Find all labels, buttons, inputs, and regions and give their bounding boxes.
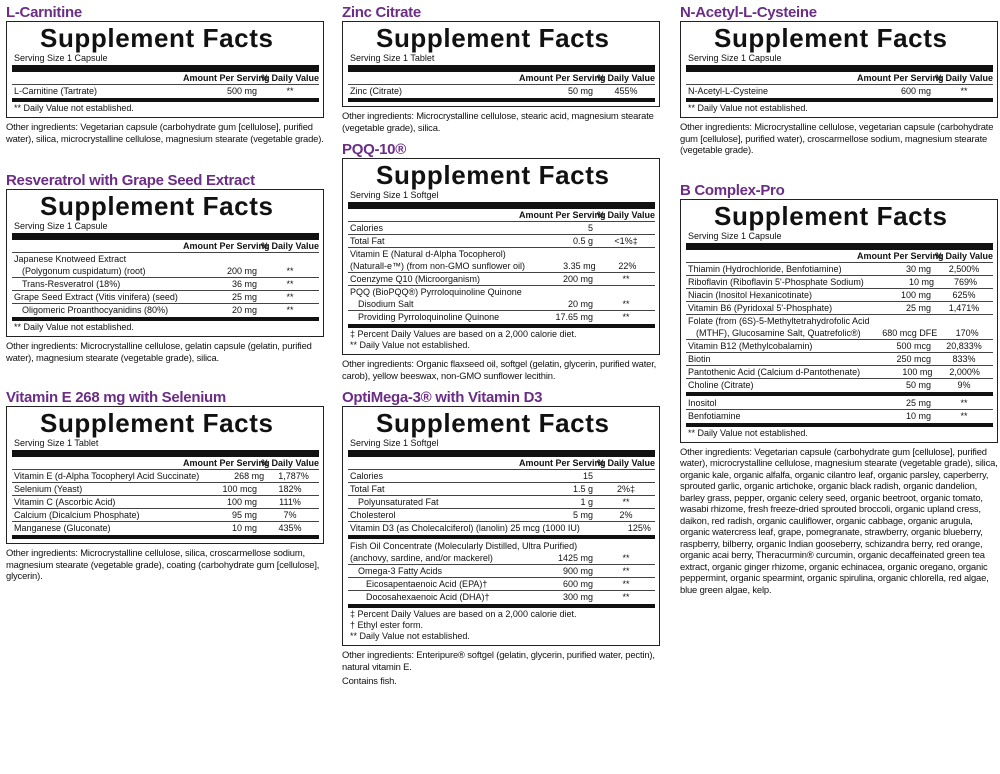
footnote: ** Daily Value not established. [688,427,808,438]
nutrient-name: Manganese (Gluconate) [14,523,111,533]
divider [686,423,993,427]
facts-header: Supplement Facts [714,200,948,231]
nutrient-name: Total Fat [350,236,385,246]
divider [12,450,319,457]
nutrient-name: Oligomeric Proanthocyanidins (80%) [22,305,169,315]
divider [348,535,655,539]
name-header [348,458,519,469]
footnote: ‡ Percent Daily Values are based on a 2,000 calorie diet. [350,329,577,339]
daily-value: 111% [279,497,301,507]
nutrient-name: Cholesterol [350,510,396,520]
amount-per-serving: 15 [582,471,593,481]
daily-value: 182% [278,484,302,494]
table-row [12,303,319,316]
table-row [348,84,655,97]
serving-size: Serving Size 1 Capsule [14,221,108,231]
facts-panel [680,199,998,443]
table-row [686,378,993,391]
table-row [12,277,319,290]
other-ingredients: Other ingredients: Microcrystalline cellulose, gelatin capsule (gelatin, purified water), magnesium stearate (vegetable grade), silica. [6,340,312,363]
product-title: Vitamin E 268 mg with Selenium [6,389,226,406]
amount-per-serving: 100 mg [900,289,931,300]
amount-per-serving: 268 mg [234,471,265,481]
table-row [686,288,993,301]
daily-value: 2% [619,510,633,520]
nutrient-name: (Naturall-e™) (from non-GMO sunflower oil) [350,261,526,271]
facts-panel [342,406,660,646]
amount-per-serving: 5 [587,223,593,233]
other-ingredients: Other ingredients: Microcrystalline cellulose, silica, croscarmellose sodium, magnesium stearate (vegetable grade), coating (carbohydrate gum [cellulose], glycerin). [6,547,320,581]
column-headers [686,251,993,262]
product-title: Zinc Citrate [342,4,421,21]
other-ingredients: Other ingredients: Organic flaxseed oil, softgel (gelatin, glycerin, purified water, carob), yellow beeswax, non-GMO sunflower lecithin. [342,358,657,381]
amount-header: Amount Per Serving [857,73,944,83]
daily-value: ** [286,279,294,289]
table-row [12,521,319,534]
facts-header: Supplement Facts [40,23,274,53]
contains-note: Contains fish. [342,675,397,686]
daily-value: ** [622,553,630,563]
table-row [686,262,993,275]
column-headers [12,73,319,84]
nutrient-name: (anchovy, sardine, and/or mackerel) [350,553,493,563]
nutrient-name: Riboflavin (Riboflavin 5'-Phosphate Sodium) [688,276,864,287]
daily-value: 833% [952,353,976,364]
amount-header: Amount Per Serving [519,458,606,468]
daily-value: ** [622,312,630,322]
column-3 [680,0,998,595]
daily-value: 7% [283,510,297,520]
product-optimega-3 [342,385,660,687]
amount-header: Amount Per Serving [857,250,944,261]
daily-value: 769% [953,276,978,287]
daily-value: ** [960,397,968,408]
amount-per-serving: 25 mg [905,397,931,408]
table-row [348,310,655,323]
amount-per-serving: 250 mcg [896,353,931,364]
nutrient-name: N-Acetyl-L-Cysteine [688,86,769,96]
table-row [12,290,319,303]
product-n-acetyl-l-cysteine [680,0,998,156]
table-row [348,247,655,260]
amount-per-serving: 200 mg [562,274,593,284]
nutrient-name: L-Carnitine (Tartrate) [14,86,98,96]
facts-panel [6,406,324,544]
name-header [12,241,183,252]
column-1 [6,0,324,582]
nutrient-name: Vitamin E (d-Alpha Tocopheryl Acid Succinate) [14,471,200,481]
amount-per-serving: 36 mg [231,279,257,289]
product-title: N-Acetyl-L-Cysteine [680,4,817,21]
table-row [686,314,993,327]
product-title: L-Carnitine [6,4,82,21]
serving-size: Serving Size 1 Tablet [350,53,435,63]
product-resveratrol [6,168,324,363]
table-row [686,365,993,378]
dv-header: % Daily Value [935,73,994,83]
facts-header: Supplement Facts [40,191,274,221]
table-row [348,285,655,298]
table-row [348,260,655,272]
amount-per-serving: 1 g [580,497,593,507]
nutrient-name: Trans-Resveratrol (18%) [22,279,121,289]
facts-panel [680,21,998,118]
name-header [686,251,857,262]
name-header [686,73,857,84]
amount-per-serving: 50 mg [905,379,931,390]
dv-header: % Daily Value [261,241,320,251]
amount-header: Amount Per Serving [519,73,606,83]
amount-per-serving: 17.65 mg [555,312,593,322]
nutrient-name: Grape Seed Extract (Vitis vinifera) (seed) [14,292,178,302]
name-header [348,73,519,84]
table-row [686,339,993,352]
nutrient-name: Vitamin B12 (Methylcobalamin) [688,340,813,351]
daily-value: ** [622,274,630,284]
amount-per-serving: 100 mg [902,366,933,377]
amount-per-serving [580,522,624,534]
daily-value: 1,471% [948,302,980,313]
amount-per-serving: 5 mg [572,510,593,520]
nutrient-name: Total Fat [350,484,385,494]
nutrient-name: Niacin (Inositol Hexanicotinate) [688,289,813,300]
product-pqq-10 [342,137,660,381]
table-row [12,482,319,495]
other-ingredients: Other ingredients: Microcrystalline cellulose, vegetarian capsule (carbohydrate gum [cellulose], purified water), croscarmellose sodium, magnesium stearate (vegetable grade). [680,121,994,155]
product-title: Resveratrol with Grape Seed Extract [6,172,255,189]
daily-value: ** [622,299,630,309]
serving-size: Serving Size 1 Softgel [350,438,439,448]
nutrient-name: Pantothenic Acid (Calcium d-Pantothenate) [688,366,861,377]
name-header [12,458,183,469]
amount-per-serving [519,248,597,260]
serving-size: Serving Size 1 Capsule [14,53,108,63]
nutrient-name: Zinc (Citrate) [350,86,403,96]
column-headers [686,73,993,84]
nutrient-name: Disodium Salt [358,299,414,309]
amount-per-serving: 900 mg [562,566,593,576]
column-headers [348,210,655,221]
serving-size: Serving Size 1 Capsule [688,230,782,241]
divider [348,604,655,608]
amount-per-serving: 100 mcg [222,484,257,494]
facts-header: Supplement Facts [376,160,610,190]
amount-per-serving: 300 mg [562,592,593,602]
table-row [348,577,655,590]
other-ingredients: Other ingredients: Vegetarian capsule (carbohydrate gum [cellulose], purified water), microcrystalline cellulose, magnesium stearate (vegetable grade), silica, organic kale, organic alfalfa, organic cilantro leaf, organic parsley, caperberry, sprouted garlic, organic artichoke, organic black radish, organic dandelion, barley grass, pepper, organic celery seed, organic beetroot, organic tomato, wasabi rhizome, fresh freeze-dried sprouted broccoli, organic upland cress, daikon, red radish, organic cauliflower, organic cabbage, organic arugula, organic watercress leaf, grape, pomegranate, strawberry, organic blueberry, raspberry, bilberry, organic Indian gooseberry, schizandra berry, red orange, organic acai berry, Theracurmin® curcumin, organic decaffeinated green tea extract, organic ginger rhizome, organic echinacea, organic oregano, organic peppermint, organic spearmint, organic spirulina, organic chlorella, red algae, blue green algae, kelp. [680,445,998,595]
nutrient-name: Japanese Knotweed Extract [14,254,127,264]
amount-per-serving [522,286,598,298]
nutrient-name: Vitamin B6 (Pyridoxal 5'-Phosphate) [688,302,833,313]
footnote: ** Daily Value not established. [14,322,134,332]
dv-header: % Daily Value [935,250,994,261]
table-row [686,84,993,97]
amount-per-serving: 500 mg [226,86,257,96]
nutrient-name: Docosahexaenoic Acid (DHA)† [366,592,490,602]
amount-per-serving: 600 mg [900,86,931,96]
divider [686,392,993,396]
divider [348,98,655,102]
divider [348,324,655,328]
table-row [348,590,655,603]
facts-panel [342,21,660,107]
nutrient-name: Vitamin D3 (as Cholecalciferol) (lanolin) 25 mcg (1000 IU) [350,523,580,533]
nutrient-name: Biotin [688,353,711,364]
dv-header: % Daily Value [261,73,320,83]
column-headers [348,458,655,469]
table-row [348,482,655,495]
amount-per-serving [577,540,622,552]
table-row [348,540,655,552]
amount-per-serving: 20 mg [231,305,257,315]
daily-value: ** [622,497,630,507]
column-headers [12,241,319,252]
column-2 [342,0,660,687]
daily-value: 125% [627,523,651,533]
table-row [348,272,655,285]
table-row [348,495,655,508]
nutrient-name: PQQ (BioPQQ®) Pyrroloquinoline Quinone [350,287,522,297]
daily-value [261,253,319,265]
daily-value: 20,833% [946,340,982,351]
footnote: ** Daily Value not established. [350,631,470,641]
amount-per-serving: 25 mg [231,292,257,302]
name-header [348,210,519,221]
nutrient-name: Coenzyme Q10 (Microorganism) [350,274,481,284]
daily-value [597,470,655,482]
daily-value: ** [622,566,630,576]
nutrient-name: (MTHF), Glucosamine Salt, Quatrefolic®) [696,327,861,338]
amount-per-serving: 200 mg [226,266,257,276]
amount-per-serving [870,315,941,327]
nutrient-name: Inositol [688,397,717,408]
facts-header: Supplement Facts [376,408,610,438]
product-l-carnitine [6,0,324,144]
product-title: B Complex-Pro [680,181,785,199]
other-ingredients: Other ingredients: Microcrystalline cellulose, stearic acid, magnesium stearate (vegetable grade), silica. [342,110,654,133]
facts-panel [6,189,324,337]
serving-size: Serving Size 1 Tablet [14,438,99,448]
nutrient-name: Providing Pyrroloquinoline Quinone [358,312,500,322]
product-b-complex-pro [680,178,998,596]
nutrient-name: Fish Oil Concentrate (Molecularly Distilled, Ultra Purified) [350,541,578,551]
amount-per-serving: 600 mg [562,579,593,589]
amount-per-serving: 1.5 g [572,484,593,494]
amount-per-serving [183,253,261,265]
divider [348,202,655,209]
serving-size: Serving Size 1 Softgel [350,190,439,200]
facts-panel [6,21,324,118]
daily-value: ** [286,86,294,96]
daily-value [597,248,655,260]
nutrient-name: Benfotiamine [688,410,741,421]
nutrient-name: Folate (from (6S)-5-Methyltetrahydrofolic Acid [688,315,870,326]
daily-value: 22% [618,261,637,271]
table-row [12,252,319,265]
daily-value: ** [286,305,294,315]
name-header [12,73,183,84]
other-ingredients: Other ingredients: Vegetarian capsule (carbohydrate gum [cellulose], purified water), silica, microcrystalline cellulose, magnesium stearate (vegetable grade). [6,121,324,144]
product-title: OptiMega-3® with Vitamin D3 [342,389,543,406]
divider [686,98,993,102]
amount-per-serving: 30 mg [905,263,931,274]
nutrient-name: Vitamin C (Ascorbic Acid) [14,497,116,507]
product-vitamin-e [6,385,324,582]
daily-value: 435% [278,523,302,533]
table-row [348,234,655,247]
facts-header: Supplement Facts [714,23,948,53]
daily-value [598,286,655,298]
table-row [348,552,655,564]
daily-value: ** [960,86,968,96]
daily-value: 455% [614,86,638,96]
daily-value: ** [286,266,294,276]
amount-per-serving: 95 mg [231,510,257,520]
amount-per-serving: 20 mg [567,299,593,309]
facts-header: Supplement Facts [40,408,274,438]
amount-per-serving: 10 mg [908,276,934,287]
divider [12,233,319,240]
daily-value [941,315,993,327]
facts-panel [342,158,660,355]
amount-per-serving: 50 mg [567,86,593,96]
amount-header: Amount Per Serving [183,73,270,83]
daily-value: ** [960,410,968,421]
footnote: ** Daily Value not established. [14,103,134,113]
product-title: PQQ-10® [342,141,406,158]
serving-size: Serving Size 1 Capsule [688,53,782,63]
nutrient-name: Choline (Citrate) [688,379,754,390]
daily-value [623,540,655,552]
amount-per-serving: 25 mg [905,302,931,313]
daily-value: ** [622,579,630,589]
amount-per-serving: 10 mg [231,523,257,533]
daily-value: ** [286,292,294,302]
nutrient-name: Calories [350,471,384,481]
nutrient-name: Eicosapentaenoic Acid (EPA)† [366,579,488,589]
footnote: ** Daily Value not established. [350,340,470,350]
amount-header: Amount Per Serving [519,210,606,220]
amount-per-serving: 1425 mg [557,553,593,563]
column-headers [12,458,319,469]
amount-per-serving: 0.5 g [572,236,593,246]
nutrient-name: Selenium (Yeast) [14,484,83,494]
nutrient-name: Vitamin E (Natural d-Alpha Tocopherol) [350,249,506,259]
divider [348,450,655,457]
table-row [686,397,993,409]
divider [12,317,319,321]
daily-value: 2,500% [948,263,980,274]
dv-header: % Daily Value [597,73,656,83]
daily-value: 9% [957,379,971,390]
table-row [686,352,993,365]
dv-header: % Daily Value [261,458,320,468]
daily-value [597,222,655,234]
daily-value: <1%‡ [614,236,638,246]
product-zinc-citrate [342,0,660,133]
nutrient-name: Calories [350,223,384,233]
dv-header: % Daily Value [597,210,656,220]
table-row [348,521,655,534]
table-row [348,298,655,310]
divider [686,65,993,72]
daily-value: 625% [952,289,976,300]
amount-header: Amount Per Serving [183,241,270,251]
dv-header: % Daily Value [597,458,656,468]
divider [686,243,993,250]
amount-per-serving: 10 mg [905,410,931,421]
daily-value: 2,000% [949,366,980,377]
nutrient-name: Thiamin (Hydrochloride, Benfotiamine) [688,263,842,274]
amount-per-serving: 3.35 mg [563,261,596,271]
daily-value: ** [622,592,630,602]
table-row [12,508,319,521]
divider [12,535,319,539]
nutrient-name: Omega-3 Fatty Acids [358,566,443,576]
amount-per-serving: 680 mcg DFE [882,327,938,338]
table-row [348,564,655,577]
other-ingredients: Other ingredients: Enteripure® softgel (gelatin, glycerin, purified water, pectin), natural vitamin E. [342,649,655,672]
footnote: ‡ Percent Daily Values are based on a 2,000 calorie diet. [350,609,577,619]
table-row [686,301,993,314]
table-row [12,469,319,482]
table-row [12,84,319,97]
daily-value: 2%‡ [616,484,635,494]
table-row [686,327,993,339]
facts-header: Supplement Facts [376,23,610,53]
nutrient-name: Polyunsaturated Fat [358,497,439,507]
column-headers [348,73,655,84]
footnote: ** Daily Value not established. [688,103,808,113]
table-row [348,508,655,521]
table-row [686,275,993,288]
table-row [12,265,319,277]
footnote: † Ethyl ester form. [350,620,424,630]
amount-per-serving: 500 mcg [896,340,931,351]
table-row [12,495,319,508]
divider [12,98,319,102]
divider [348,65,655,72]
nutrient-name: Calcium (Dicalcium Phosphate) [14,510,140,520]
table-row [348,469,655,482]
table-row [686,409,993,422]
daily-value: 170% [955,327,979,338]
amount-header: Amount Per Serving [183,458,270,468]
table-row [348,221,655,234]
amount-per-serving: 100 mg [226,497,257,507]
daily-value: 1,787% [278,471,309,481]
divider [12,65,319,72]
nutrient-name: (Polygonum cuspidatum) (root) [22,266,146,276]
